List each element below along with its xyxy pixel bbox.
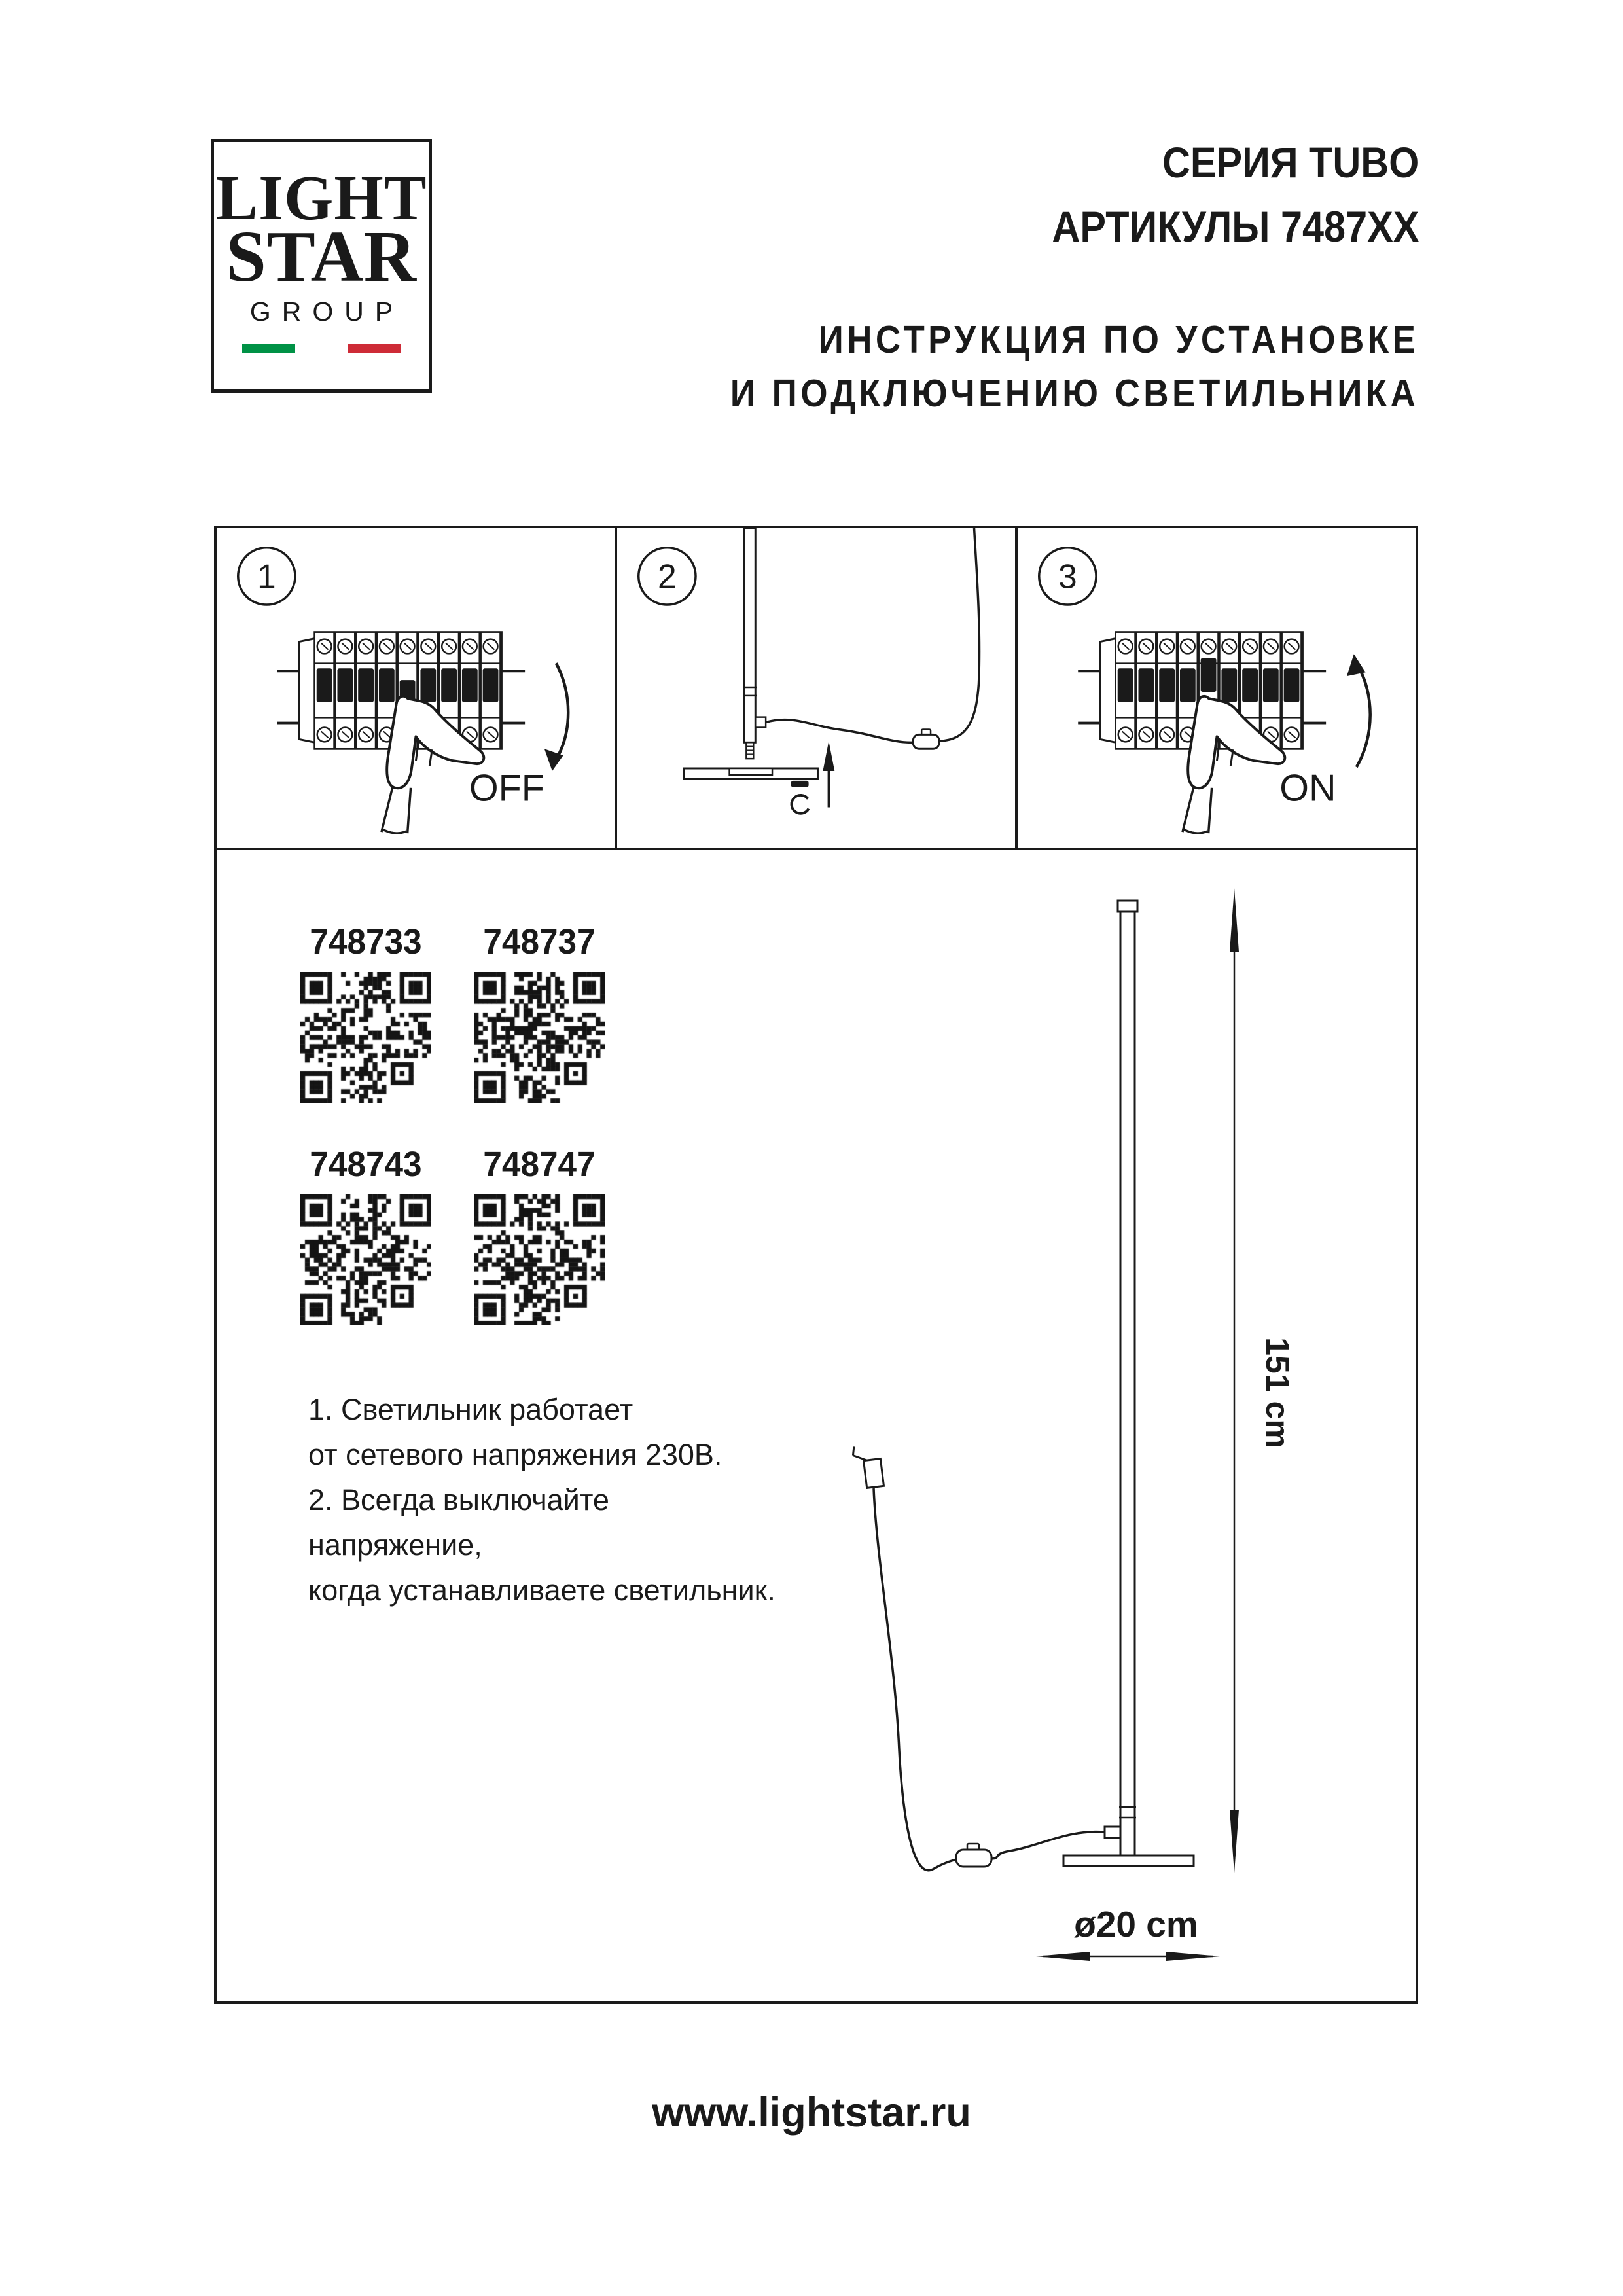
flag-green-segment [242, 344, 295, 353]
lightstar-logo [211, 139, 432, 393]
article-code: 748737 [483, 922, 596, 961]
height-dimension [1230, 888, 1296, 1873]
note-line: от сетевого напряжения 230В. [308, 1438, 722, 1471]
on-label: ON [1279, 767, 1336, 810]
articles-title: АРТИКУЛЫ 7487XX [1052, 202, 1419, 251]
logo-word-group: GROUP [249, 296, 404, 327]
power-cord [852, 1444, 1105, 1871]
note-line: 1. Светильник работает [308, 1393, 633, 1426]
diameter-dimension [1036, 1904, 1220, 1961]
note-line: 2. Всегда выключайте напряжение, [308, 1483, 609, 1562]
lamp-base [1063, 1856, 1194, 1866]
logo-word-star: STAR [226, 217, 417, 297]
floor-lamp-dimension-drawing [217, 850, 1416, 2001]
italian-flag-bar [242, 344, 401, 353]
diameter-value: ø20 cm [1074, 1904, 1198, 1945]
lamp-tube [1105, 901, 1137, 1856]
assembly-arrow-up-icon [823, 741, 834, 807]
product-info-box [214, 848, 1418, 2004]
height-value: 151 cm [1259, 1337, 1296, 1448]
article-code: 748733 [310, 922, 422, 961]
article-code: 748743 [310, 1145, 422, 1184]
step-1-panel [217, 528, 615, 848]
steps-strip [214, 526, 1418, 848]
plug-icon [852, 1444, 884, 1490]
arrow-up-icon [1357, 664, 1370, 767]
note-line: когда устанавливаете светильник. [308, 1573, 776, 1607]
arrow-down-icon [556, 663, 568, 761]
instruction-title-line2: И ПОДКЛЮЧЕНИЮ СВЕТИЛЬНИКА [730, 372, 1419, 415]
breaker-on-illustration [1018, 528, 1416, 848]
off-label: OFF [469, 767, 544, 810]
lamp-assembly-illustration [617, 528, 1015, 848]
flag-white-segment [295, 344, 348, 353]
arrow-up-head [1347, 654, 1366, 676]
logo-word-light: LIGHT [215, 163, 427, 233]
cord-switch [956, 1850, 991, 1867]
instruction-title-line1: ИНСТРУКЦИЯ ПО УСТАНОВКЕ [818, 318, 1419, 361]
power-cord-drawing [766, 528, 979, 749]
lamp-base-drawing [684, 768, 817, 814]
step-2-panel [615, 528, 1015, 848]
article-code: 748747 [483, 1145, 596, 1184]
screw-icon [791, 781, 809, 787]
lamp-tube-drawing [743, 528, 766, 759]
step-number: 2 [658, 557, 677, 596]
step-3-panel [1015, 528, 1416, 848]
flag-red-segment [348, 344, 401, 353]
breaker-off-illustration [217, 528, 615, 848]
lock-ring-icon [792, 795, 809, 814]
website-url: www.lightstar.ru [652, 2090, 971, 2136]
step-number: 3 [1058, 557, 1077, 596]
series-title: СЕРИЯ TUBO [1162, 138, 1419, 187]
breaker-toggle-on [1201, 658, 1217, 692]
cord-outlet [1105, 1827, 1120, 1838]
cord-switch [913, 734, 939, 749]
step-number: 1 [257, 557, 276, 596]
header-titles [654, 139, 1419, 415]
